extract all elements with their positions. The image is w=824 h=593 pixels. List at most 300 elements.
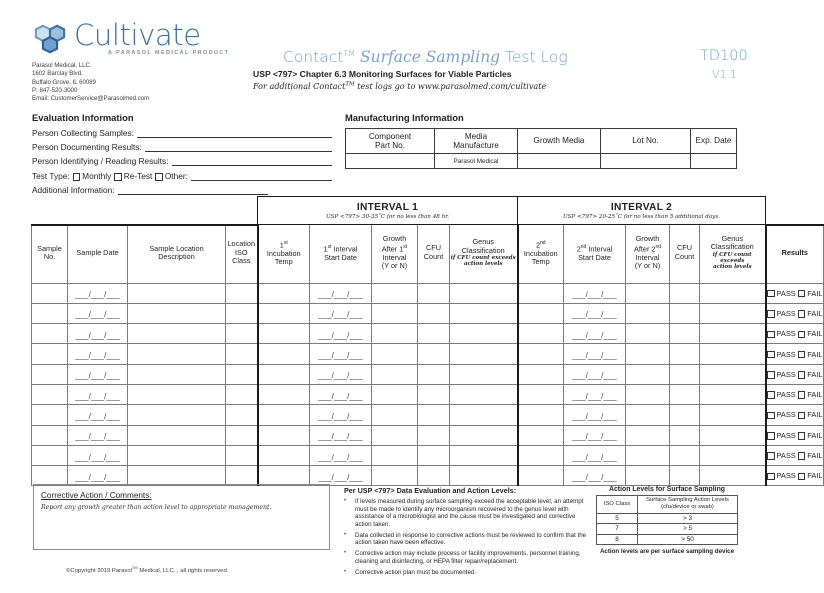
cell-second-interval-start-date[interactable] [564,425,626,445]
ordinal-suffix: nd [540,239,546,246]
checkbox-other[interactable] [155,173,163,181]
cell-cfu-count-2[interactable] [670,344,700,364]
ordinal-number: 2 [576,244,581,254]
cell-sample-date[interactable] [68,303,128,323]
cell-cfu-count-1[interactable] [418,445,450,465]
col-growth-media: Growth Media [518,129,601,154]
checkbox-fail[interactable] [798,290,806,298]
cell-first-incubation-temp[interactable] [258,364,310,384]
cell-first-interval-start-date[interactable] [310,324,372,344]
cell-cfu-count-1[interactable] [418,384,450,404]
cell-growth-after-first-interval[interactable] [372,384,418,404]
cell-first-interval-start-date[interactable] [310,344,372,364]
date-placeholder: ___/___/___ [75,432,120,442]
header-line-1: Growth [382,233,407,243]
cell-results [766,303,824,323]
checkbox-fail[interactable] [798,391,806,399]
checkbox-pass[interactable] [767,473,775,481]
date-placeholder: ___/___/___ [75,371,120,381]
checkbox-fail[interactable] [798,412,806,420]
cell-growth-after-first-interval[interactable] [372,466,418,486]
cell-second-incubation-temp[interactable] [518,324,564,344]
cell-genus-classification-1[interactable] [450,425,518,445]
cell-growth-after-first-interval[interactable] [372,303,418,323]
cell-first-incubation-temp[interactable] [258,384,310,404]
cell-genus-classification-1[interactable] [450,283,518,303]
sampling-log-rows [32,283,824,486]
header-line-2: Start Date [324,252,357,262]
date-placeholder: ___/___/___ [572,310,617,320]
cell-sample-date[interactable] [68,384,128,404]
cell-genus-classification-2[interactable] [700,445,766,465]
cell-component-part-no[interactable] [346,154,435,169]
cell-location-iso-class[interactable] [226,405,258,425]
cell-growth-after-first-interval[interactable] [372,324,418,344]
cell-cfu-count-1[interactable] [418,405,450,425]
action-levels-row [597,524,738,535]
ordinal-suffix: st [283,239,288,246]
bullet-text: Data collected in response to corrective actions must be reviewed to confirm that the action taken have been effective. [355,531,587,547]
table-row [32,324,824,344]
checkbox-pass[interactable] [767,452,775,460]
cell-sample-location-description[interactable] [128,303,226,323]
checkbox-fail-label: FAIL [807,471,823,481]
cell-second-incubation-temp[interactable] [518,466,564,486]
evaluation-section-title: Evaluation Information [32,112,134,123]
cell-sample-date[interactable] [68,283,128,303]
cell-first-incubation-temp[interactable] [258,445,310,465]
checkbox-pass-label: PASS [776,471,798,481]
cell-first-incubation-temp[interactable] [258,466,310,486]
header-line-1: CFU [426,243,441,253]
corrective-action-title: Corrective Action / Comments: [41,491,152,500]
corrective-action-box[interactable] [33,484,330,550]
cell-first-incubation-temp[interactable] [258,283,310,303]
field-person-documenting [32,142,332,152]
cell-growth-after-second-interval[interactable] [626,405,670,425]
cell-genus-classification-1[interactable] [450,445,518,465]
checkbox-retest[interactable] [114,173,122,181]
cell-cfu-count-1[interactable] [418,324,450,344]
col-media-manufacture [435,129,518,154]
cell-genus-classification-2[interactable] [700,405,766,425]
cell-growth-after-second-interval[interactable] [626,324,670,344]
col-lot-no: Lot No. [601,129,691,154]
person-collecting-input[interactable] [137,128,332,138]
checkbox-fail[interactable] [798,351,806,359]
header-line-1: Genus [721,234,743,244]
header-line-1: Media [464,131,488,141]
action-levels-title: Per USP <797> Data Evaluation and Action Levels: [344,486,517,495]
cell-genus-classification-2[interactable] [700,283,766,303]
genus-note-line-1: if CFU count exceeds [712,251,752,265]
col-cfu-count-2 [670,225,700,284]
col-surface-sampling-action-levels [638,496,738,514]
cell-cfu-count-2[interactable] [670,384,700,404]
molecule-logo-icon [32,24,68,54]
checkbox-pass-label: PASS [776,308,798,318]
cell-genus-classification-1[interactable] [450,303,518,323]
copyright-post: Medical, LLC. , all rights reserved. [137,567,229,574]
cell-second-incubation-temp[interactable] [518,425,564,445]
cell-cfu-count-1[interactable] [418,283,450,303]
cell-cfu-count-1[interactable] [418,344,450,364]
col-genus-classification-2 [700,225,766,284]
cell-second-interval-start-date[interactable] [564,324,626,344]
cell-genus-classification-1[interactable] [450,364,518,384]
checkbox-pass[interactable] [767,412,775,420]
cell-first-interval-start-date[interactable] [310,384,372,404]
cell-sample-no[interactable] [32,425,68,445]
header-line-4: (Y or N) [381,261,408,271]
cell-location-iso-class[interactable] [226,445,258,465]
cell-growth-after-second-interval[interactable] [626,283,670,303]
address-phone: P: 847-520-3000 [32,87,78,95]
cell-cfu-count-1[interactable] [418,466,450,486]
address-line-3: Buffalo Grove, IL 60089 [32,78,97,86]
cell-sample-no[interactable] [32,466,68,486]
cell-second-incubation-temp[interactable] [518,364,564,384]
cell-results [766,466,824,486]
cell-second-incubation-temp[interactable] [518,344,564,364]
header-line-1: CFU [677,243,692,253]
header-line-1: Genus [472,237,494,247]
cell-location-iso-class[interactable] [226,364,258,384]
cell-second-interval-start-date[interactable] [564,405,626,425]
sampling-log-table-wrapper [31,196,823,486]
cell-cfu-count-1[interactable] [418,303,450,323]
cell-first-incubation-temp[interactable] [258,405,310,425]
cell-second-interval-start-date[interactable] [564,283,626,303]
cell-sample-location-description[interactable] [128,425,226,445]
col-second-interval-start-date [564,225,626,284]
cell-sample-date[interactable] [68,324,128,344]
cell-cfu-count-2[interactable] [670,425,700,445]
cell-sample-no[interactable] [32,445,68,465]
date-placeholder: ___/___/___ [318,290,363,300]
table-row [32,445,824,465]
cell-sample-date[interactable] [68,445,128,465]
cell-location-iso-class[interactable] [226,303,258,323]
header-line-2: (cfu/device or swab) [661,504,714,511]
header-line-1: Sample Date [76,247,119,257]
header-line-2: Description [158,252,195,261]
cell-first-interval-start-date[interactable] [310,405,372,425]
cell-sample-no[interactable] [32,344,68,364]
cell-growth-after-first-interval[interactable] [372,283,418,303]
cell-exp-date[interactable] [691,154,737,169]
checkbox-pass[interactable] [767,371,775,379]
bullet-text: Corrective action plan must be documented. [355,568,477,576]
cell-cfu-count-2[interactable] [670,283,700,303]
manufacturing-information-section [345,112,737,169]
cell-genus-classification-2[interactable] [700,364,766,384]
action-levels-header-row [597,496,738,514]
cell-first-interval-start-date[interactable] [310,425,372,445]
cell-growth-after-second-interval[interactable] [626,303,670,323]
cell-results [766,364,824,384]
action-level-value: > 3 [638,513,738,524]
cell-growth-after-second-interval[interactable] [626,466,670,486]
address-line-1: Parasol Medical, LLC. [32,62,92,69]
cell-sample-location-description[interactable] [128,445,226,465]
cell-genus-classification-2[interactable] [700,384,766,404]
cell-second-incubation-temp[interactable] [518,283,564,303]
action-bullet-3 [344,550,592,565]
date-placeholder: ___/___/___ [572,472,617,482]
date-placeholder: ___/___/___ [75,391,120,401]
cell-sample-no[interactable] [32,364,68,384]
company-logo [32,18,232,62]
interval-2-title: INTERVAL 2 [610,202,673,213]
cell-sample-location-description[interactable] [128,384,226,404]
action-levels-row [597,513,738,524]
document-version: V1.1 [712,68,738,81]
cell-media-manufacture[interactable]: Parasol Medical [435,154,518,169]
cell-genus-classification-1[interactable] [450,405,518,425]
field-additional-information [32,185,332,195]
genus-note-line-1: if CFU count exceeds [450,254,516,261]
cell-growth-after-second-interval[interactable] [626,344,670,364]
checkbox-pass[interactable] [767,290,775,298]
col-sample-location-description [128,225,226,284]
cell-sample-no[interactable] [32,384,68,404]
cell-cfu-count-2[interactable] [670,364,700,384]
table-row [32,303,824,323]
cell-cfu-count-1[interactable] [418,364,450,384]
additional-info-input[interactable] [118,185,268,195]
cell-second-incubation-temp[interactable] [518,384,564,404]
checkbox-fail[interactable] [798,473,806,481]
col-exp-date: Exp. Date [691,129,737,154]
col-first-incubation-temp [258,225,310,284]
date-placeholder: ___/___/___ [318,351,363,361]
cell-sample-location-description[interactable] [128,466,226,486]
checkbox-monthly[interactable] [73,173,81,181]
date-placeholder: ___/___/___ [318,310,363,320]
document-id: TD100 [700,48,748,64]
cell-sample-location-description[interactable] [128,405,226,425]
cell-genus-classification-2[interactable] [700,466,766,486]
date-placeholder: ___/___/___ [75,351,120,361]
cell-sample-location-description[interactable] [128,364,226,384]
cell-cfu-count-2[interactable] [670,445,700,465]
cell-sample-no[interactable] [32,283,68,303]
date-placeholder: ___/___/___ [318,432,363,442]
header-line-3: Class [232,256,251,266]
cell-sample-no[interactable] [32,405,68,425]
cell-growth-after-first-interval[interactable] [372,425,418,445]
cell-growth-after-second-interval[interactable] [626,425,670,445]
cell-genus-classification-1[interactable] [450,384,518,404]
cell-sample-location-description[interactable] [128,344,226,364]
cell-first-interval-start-date[interactable] [310,466,372,486]
cell-second-interval-start-date[interactable] [564,303,626,323]
cell-growth-after-first-interval[interactable] [372,344,418,364]
checkbox-fail[interactable] [798,371,806,379]
cell-second-incubation-temp[interactable] [518,303,564,323]
cell-sample-date[interactable] [68,364,128,384]
cell-sample-date[interactable] [68,425,128,445]
banner-spacer-left [32,197,258,225]
cell-sample-no[interactable] [32,324,68,344]
cell-location-iso-class[interactable] [226,283,258,303]
address-line-2: 1602 Barclay Blvd. [32,70,83,78]
cell-cfu-count-2[interactable] [670,405,700,425]
cell-first-interval-start-date[interactable] [310,303,372,323]
subtitle2-post: test logs go to www.parasolmed.com/cultivate [354,81,547,91]
cell-cfu-count-2[interactable] [670,466,700,486]
cell-genus-classification-1[interactable] [450,466,518,486]
checkbox-pass[interactable] [767,351,775,359]
cell-first-incubation-temp[interactable] [258,344,310,364]
interval-2-subtitle: USP <797> 20-25˚C for no less than 5 additional days. [563,214,720,220]
cell-second-incubation-temp[interactable] [518,405,564,425]
option-other-label: Other: [164,170,188,181]
cell-second-interval-start-date[interactable] [564,384,626,404]
checkbox-pass[interactable] [767,331,775,339]
col-cfu-count-1 [418,225,450,284]
cell-sample-location-description[interactable] [128,324,226,344]
cell-second-interval-start-date[interactable] [564,364,626,384]
checkbox-fail-label: FAIL [807,410,823,420]
date-placeholder: ___/___/___ [318,330,363,340]
corrective-action-note: Report any growth greater than action level to appropriate management. [41,504,272,511]
cell-genus-classification-2[interactable] [700,324,766,344]
cell-first-incubation-temp[interactable] [258,425,310,445]
date-placeholder: ___/___/___ [572,432,617,442]
cell-growth-after-second-interval[interactable] [626,384,670,404]
checkbox-fail-label: FAIL [807,288,823,298]
cell-sample-date[interactable] [68,405,128,425]
cell-location-iso-class[interactable] [226,384,258,404]
checkbox-pass[interactable] [767,310,775,318]
cell-first-interval-start-date[interactable] [310,445,372,465]
header-line-1: Sample Location [149,243,204,253]
cell-genus-classification-2[interactable] [700,344,766,364]
cell-location-iso-class[interactable] [226,324,258,344]
cell-first-interval-start-date[interactable] [310,283,372,303]
checkbox-pass[interactable] [767,432,775,440]
ordinal-suffix: nd [580,244,587,251]
cell-first-interval-start-date[interactable] [310,364,372,384]
table-row [32,425,824,445]
date-placeholder: ___/___/___ [75,452,120,462]
page-title [283,48,568,66]
person-identifying-input[interactable] [172,156,332,166]
bullet-icon: • [344,568,347,575]
cell-sample-date[interactable] [68,344,128,364]
col-second-incubation-temp [518,225,564,284]
manufacturing-header-row [346,129,737,154]
cell-growth-after-first-interval[interactable] [372,445,418,465]
cell-cfu-count-1[interactable] [418,425,450,445]
cell-growth-after-first-interval[interactable] [372,405,418,425]
title-contact: Contact [283,48,344,66]
cell-cfu-count-2[interactable] [670,303,700,323]
cell-first-incubation-temp[interactable] [258,303,310,323]
additional-info-label: Additional Information: [32,184,115,195]
header-line-2: Manufacture [453,141,499,150]
action-bullet-4 [344,569,592,577]
date-placeholder: ___/___/___ [572,411,617,421]
cell-second-interval-start-date[interactable] [564,466,626,486]
checkbox-pass-label: PASS [776,451,798,461]
date-placeholder: ___/___/___ [75,330,120,340]
test-type-other-input[interactable] [191,171,332,181]
checkbox-fail[interactable] [798,310,806,318]
date-placeholder: ___/___/___ [572,391,617,401]
header-line-2: ISO [234,247,248,257]
cell-lot-no[interactable] [601,154,691,169]
checkbox-fail[interactable] [798,452,806,460]
cell-genus-classification-2[interactable] [700,425,766,445]
checkbox-fail-label: FAIL [807,349,823,359]
checkbox-fail-label: FAIL [807,451,823,461]
checkbox-pass[interactable] [767,391,775,399]
header-line-3: Interval [635,252,660,262]
title-trademark: TM [343,48,356,58]
person-documenting-input[interactable] [145,142,332,152]
date-placeholder: ___/___/___ [572,452,617,462]
cell-sample-location-description[interactable] [128,283,226,303]
checkbox-pass-label: PASS [776,329,798,339]
cell-cfu-count-2[interactable] [670,324,700,344]
cell-genus-classification-1[interactable] [450,344,518,364]
date-placeholder: ___/___/___ [75,411,120,421]
test-type-label: Test Type: [32,170,70,181]
document-header [0,0,768,108]
header-line-1: Component [368,131,412,141]
cell-growth-media[interactable] [518,154,601,169]
title-test-log: Test Log [505,48,568,66]
cell-growth-after-second-interval[interactable] [626,364,670,384]
cell-location-iso-class[interactable] [226,344,258,364]
table-row [32,405,824,425]
checkbox-fail[interactable] [798,432,806,440]
action-levels-footer: Action levels are per surface sampling device [599,548,735,556]
cell-results [766,344,824,364]
cell-growth-after-second-interval[interactable] [626,445,670,465]
cell-second-interval-start-date[interactable] [564,344,626,364]
checkbox-fail-label: FAIL [807,390,823,400]
cell-second-interval-start-date[interactable] [564,445,626,465]
iso-class-value: 8 [597,534,638,545]
logo-wordmark: Cultivate [74,18,201,52]
cell-first-incubation-temp[interactable] [258,324,310,344]
cell-location-iso-class[interactable] [226,466,258,486]
header-line-2: No. [43,252,56,261]
interval-1-title: INTERVAL 1 [356,202,419,213]
cell-sample-date[interactable] [68,466,128,486]
cell-location-iso-class[interactable] [226,425,258,445]
date-placeholder: ___/___/___ [318,391,363,401]
manufacturing-value-row [346,154,737,169]
header-text: After 2 [633,244,656,254]
action-levels-table-section [596,486,738,555]
field-person-collecting [32,128,332,138]
col-growth-after-second-interval [626,225,670,284]
bullet-text: Corrective action may include process or facility improvements, personnel training, cleaning and disinfecting, or HEPA filter repair/replacement. [355,550,581,565]
cell-genus-classification-2[interactable] [700,303,766,323]
ordinal-number: 2 [535,240,540,250]
banner-spacer-right [766,197,824,225]
cell-growth-after-first-interval[interactable] [372,364,418,384]
checkbox-fail[interactable] [798,331,806,339]
cell-second-incubation-temp[interactable] [518,445,564,465]
cell-sample-no[interactable] [32,303,68,323]
cell-genus-classification-1[interactable] [450,324,518,344]
